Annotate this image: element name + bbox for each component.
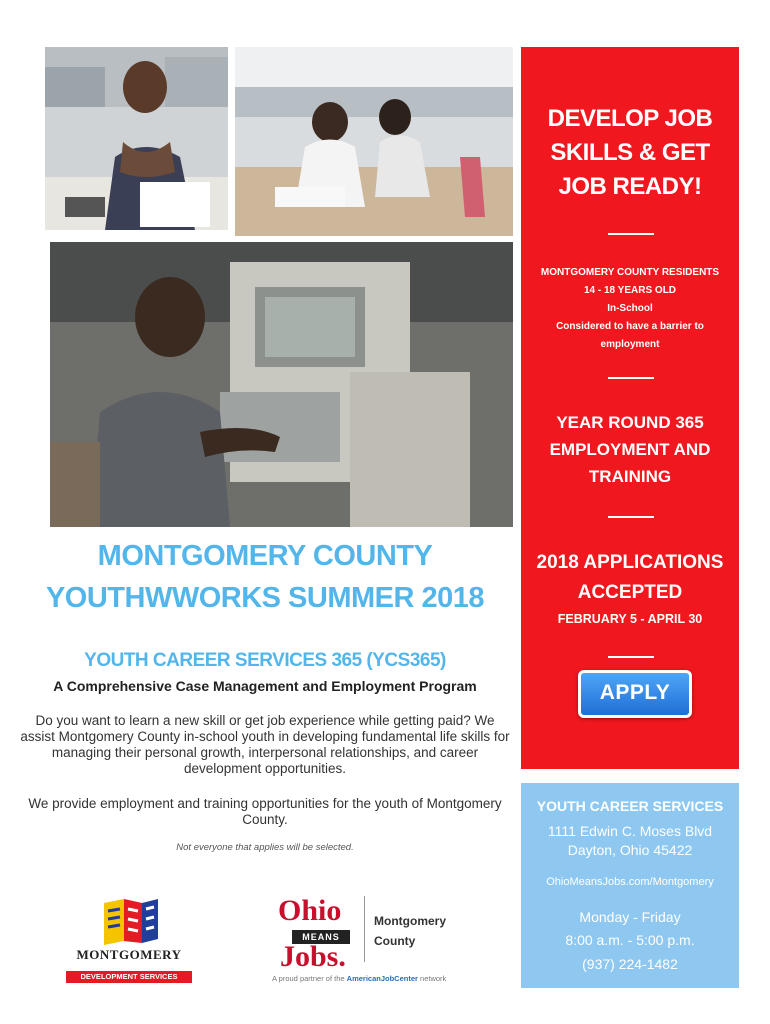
montgomery-logo-dept: DEVELOPMENT SERVICES [66, 971, 192, 983]
year-round-line-1: YEAR ROUND 365 [556, 413, 704, 432]
montgomery-flags-icon [62, 897, 196, 947]
partner-suffix: network [420, 974, 447, 983]
program-name: A Comprehensive Case Management and Employment Program [53, 678, 477, 694]
hours-time: 8:00 a.m. - 5:00 p.m. [565, 932, 695, 948]
application-dates: FEBRUARY 5 - APRIL 30 [557, 612, 703, 626]
contact-panel [521, 783, 739, 988]
develop-heading-line-2: SKILLS & GET [550, 139, 710, 166]
divider [608, 656, 654, 658]
develop-skills-heading [521, 102, 739, 204]
ohio-means-jobs-logo [272, 890, 492, 990]
montgomery-logo-name: MONTGOMERY [76, 947, 182, 962]
partner-tagline [272, 974, 446, 983]
page-title-line-2: YOUTHWWORKS SUMMER 2018 [45, 582, 485, 614]
applications-line-1: 2018 APPLICATIONS [536, 552, 724, 573]
photo-student-at-desk [45, 47, 228, 230]
omj-logo-jobs: Jobs. [280, 940, 346, 973]
intro-paragraph: Do you want to learn a new skill or get job experience while getting paid? We assist Montgomery County in-school youth in developing fundamental life skills for managing their personal growth, interpersonal relationships, and career development opportunities. [20, 713, 510, 776]
develop-heading-line-3: JOB READY! [558, 173, 702, 200]
omj-logo-montgomery: Montgomery [374, 914, 446, 928]
divider [608, 377, 654, 379]
eligibility-item: Considered to have a barrier to [556, 321, 704, 332]
divider [608, 516, 654, 518]
year-round-heading [521, 409, 739, 490]
website-link[interactable]: OhioMeansJobs.com/Montgomery [546, 876, 714, 888]
hours-days: Monday - Friday [579, 909, 681, 925]
divider [608, 233, 654, 235]
year-round-line-2: EMPLOYMENT AND [549, 440, 711, 459]
photo-student-machine-operator [50, 242, 513, 527]
logo-separator [364, 896, 365, 962]
develop-heading-line-1: DEVELOP JOB [547, 105, 713, 132]
omj-logo-county: County [374, 934, 416, 948]
contact-heading: YOUTH CAREER SERVICES [536, 798, 724, 814]
address-line-2: Dayton, Ohio 45422 [567, 842, 693, 858]
address-line-1: 1111 Edwin C. Moses Blvd [547, 823, 713, 839]
eligibility-list [521, 264, 739, 354]
eligibility-item: In-School [607, 303, 653, 314]
year-round-line-3: TRAINING [588, 467, 672, 486]
provide-paragraph: We provide employment and training opportunities for the youth of Montgomery County. [28, 796, 502, 827]
photo-students-electronics-lab [235, 47, 513, 236]
partner-prefix: A proud partner of the [272, 974, 345, 983]
american-job-center-name: AmericanJobCenter [346, 974, 418, 983]
apply-button[interactable]: APPLY [578, 670, 692, 718]
eligibility-item: 14 - 18 YEARS OLD [583, 285, 677, 296]
applications-line-2: ACCEPTED [577, 582, 683, 603]
disclaimer-note: Not everyone that applies will be selected. [176, 842, 354, 853]
omj-logo-means: MEANS [292, 930, 350, 944]
applications-heading [521, 548, 739, 608]
eligibility-item: employment [600, 339, 660, 350]
omj-logo-ohio: Ohio [278, 894, 342, 927]
page-title-line-1: MONTGOMERY COUNTY [97, 540, 433, 572]
montgomery-county-logo [62, 897, 196, 987]
eligibility-item: MONTGOMERY COUNTY RESIDENTS [540, 267, 720, 278]
red-info-panel [521, 47, 739, 769]
program-subtitle: YOUTH CAREER SERVICES 365 (YCS365) [84, 650, 446, 671]
phone-number: (937) 224-1482 [582, 956, 678, 972]
